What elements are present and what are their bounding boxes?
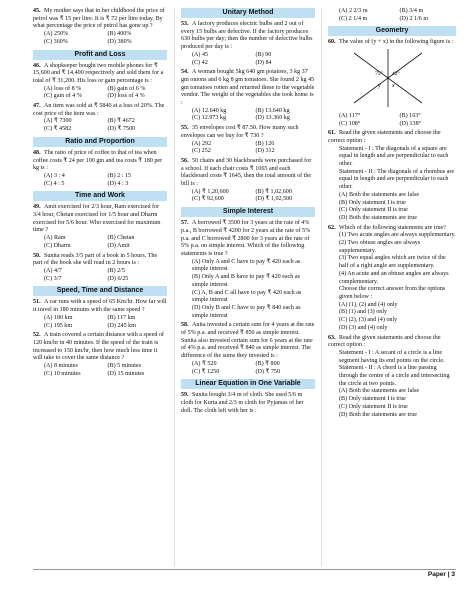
options (328, 192, 456, 223)
option: (C) 3/7 (44, 275, 62, 282)
question-49: 49. Amit exercised for 2/3 hour, Ram exercised for 3/4 hour, Chetan exercised for 1/5 hour and Dharm exercised for 5/6 hour. Who exercised for maximum time ? (A) Ram (B) Chetan (C) Dharm (D) Amit (33, 204, 167, 250)
option: (B) ₹ 4672 (107, 118, 135, 125)
intersecting-lines-diagram (348, 49, 428, 107)
question-56: 56. 50 chairs and 30 blackboards were purchased for a school. If each chair costs ₹ 1065 and each blackboard costs ₹ 1645, then the total amount of the bill is : (A) ₹ 1,20,600 (B) ₹ 1,02,600 (C) ₹ 92,600 (D) ₹ 1,02,500 (181, 158, 315, 204)
question-62: 62. Which of the following statements are true? (1) Two acute angles are always supplementary. (2) Two obtuse angles are always supplementary. (3) Two equal angles which are twice of the half of a right angle are supplementary. (4) An acute and an obtuse angles are always complementary. Choose the correct answer from the options given below : (A) (1), (2) and (4) only (B) (1) and (3) only (C) (2), (3) and (4) only (D) (3) and (4) only (328, 224, 456, 331)
option: (C) A, B and C all have to pay ₹ 420 each as simple interest (192, 289, 302, 304)
option: (B) Chetan (107, 235, 135, 242)
section-heading: Linear Equation in One Variable (181, 379, 315, 389)
angle-label-x: x (392, 83, 395, 90)
option: (C) 108° (339, 120, 361, 127)
option: (D) 312 (255, 148, 275, 155)
question-53: 53. A factory produces electric bulbs and 2 out of every 15 bulbs are defective. If the factory produces 630 bulbs per day; then the number of defective bulbs produced per day is : (A) 45 (B) 90 (C) 42 (D) 84 (181, 21, 315, 67)
question-51: 51. A car runs with a speed of 65 Km/hr. How far will it travel in 180 minutes with the same speed ? (A) 180 km (B) 117 km (C) 195 km (D) 245 km (33, 299, 167, 329)
angle-label-y: y (378, 83, 381, 90)
angle-label-a: 75° (375, 71, 383, 78)
question-54: 54. A woman bought 5kg 640 gm potatoes, 3 kg 37 gm onions and 6 kg 8 gm tomatoes. She found 2 kg 45 gm tomatoes rotten and returned these to the vegetable vendor. The weight of the vegetables she took home is : (A) 12.640 kg (B) 13.640 kg (C) 12.973 kg (D) 13.360 kg (181, 69, 315, 122)
options (33, 31, 167, 46)
option: (C) 2 1/4 m (339, 15, 368, 22)
options (33, 86, 167, 101)
option: (D) loss of 4 % (107, 93, 145, 100)
question-59-options (328, 8, 456, 23)
option: (C) 12.973 kg (192, 115, 227, 122)
option: (D) 2 1/6 m (399, 15, 429, 22)
options (33, 118, 167, 133)
option: (D) Amit (107, 242, 130, 249)
option: (C) Only statement II is true (339, 207, 408, 214)
option: (C) 42 (192, 59, 208, 66)
option: (C) ₹ 4582 (44, 126, 72, 133)
option: (A) ₹ 7300 (44, 118, 72, 125)
option: (B) 13.640 kg (255, 107, 290, 114)
option: (A) 2 2/3 m (339, 8, 368, 14)
statement: (2) Two obtuse angles are always supplementary. (339, 240, 421, 254)
options (181, 141, 315, 156)
options (328, 302, 456, 333)
option: (B) Only A and B have to pay ₹ 420 each as simple interest (192, 274, 300, 288)
statement-1: Statement - I : The diagonals of a square are equal in length and are perpendicular to each other. (339, 145, 449, 168)
option: (C) 195 km (44, 322, 73, 329)
option: (A) ₹ 520 (192, 360, 217, 367)
option: (D) 245 km (107, 322, 136, 329)
question-58: 58. Anita invested a certain sum for 4 years at the rate of 5% p.a. and received ₹ 850 as simple interest. Sunita also invested certain sum for 6 years at the rate of 4% p.a. and received ₹ 840 as simple interest. The difference of the sums they invested is : (A) ₹ 520 (B) ₹ 800 (C) ₹ 1250 (D) ₹ 750 (181, 322, 315, 375)
question-46: 46. A shopkeeper bought two mobile phones for ₹ 15,600 and ₹ 14,400 respectively and sold them for a total of ₹ 31,200. His loss or gain percentage is : (A) loss of 8 % (B) gain of 6 % (C) gain of 4 % (D) loss of 4 % (33, 63, 167, 102)
question-52: 52. A train covered a certain distance with a speed of 120 km/hr in 40 minutes. If the speed of the train is increased to 150 km/hr, then how much less time it will take to cover the same distance ? (A) 8 minutes (B) 5 minutes (C) 10 minutes (D) 15 minutes (33, 332, 167, 378)
page-footer: Paper | 3 (427, 571, 455, 578)
options-lead: Choose the correct answer from the options given below : (339, 286, 446, 300)
question-61: 61. Read the given statements and choose the correct option : Statement - I : The diagonals of a square are equal in length and are perpendicular to each other. Statement - II : The diagonals of a rhombus are equal in length and are perpendicular to each other. (A) Both the statements are false (B) Only statement I is true (C) Only statement II is true (D) Both the statements are true (328, 130, 455, 221)
section-heading: Unitary Method (181, 8, 315, 18)
column-2 (181, 8, 315, 417)
question-59: 59. Sunita bought 3/4 m of cloth. She used 5/6 m cloth for Kurta and 2/3 m cloth for Pyjamas of her doll. The cloth left with her is : (181, 392, 304, 414)
option: (A) 250% (44, 31, 69, 38)
option: (C) 252 (192, 148, 211, 155)
option: (A) 117° (339, 112, 361, 119)
statement: (1) Two acute angles are always supplementary. (339, 232, 456, 239)
option: (D) Only B and C have to pay ₹ 840 each as simple interest (192, 304, 301, 319)
option: (D) 13.360 kg (255, 115, 290, 122)
question-63: 63. Read the given statements and choose the correct option : Statement - I : A secant of a circle is a line segment having its end points on the circle. Statement - II : A chord is a line passing through the centre of a circle and intersecting the circle at two points. (A) Both the statements are false (B) Only statement I is true (C) Only statement II is true (D) Both the statements are true (328, 335, 456, 420)
statement-2: Statement - II : A chord is a line passing through the centre of a circle and intersecting the circle at two points. (339, 365, 450, 387)
option: (B) 117 km (107, 314, 136, 321)
options (181, 361, 315, 376)
column-divider (174, 8, 175, 566)
option: (D) 6/25 (107, 275, 129, 282)
option: (B) 163° (399, 112, 421, 119)
option: (C) 360% (44, 38, 68, 45)
option: (A) 292 (192, 140, 212, 147)
option: (B) 400% (107, 31, 132, 38)
option: (B) gain of 6 % (107, 85, 146, 92)
option: (B) ₹ 800 (255, 360, 280, 367)
section-heading: Profit and Loss (33, 50, 167, 60)
option: (D) 138° (399, 120, 422, 127)
option: (A) 3 : 4 (44, 172, 65, 179)
option: (D) 380% (107, 38, 132, 45)
option: (B) 2/5 (107, 267, 125, 274)
option: (D) ₹ 7500 (107, 126, 136, 133)
option: (A) 45 (192, 51, 209, 58)
option: (C) gain of 4 % (44, 93, 82, 100)
option: (A) Ram (44, 235, 66, 242)
section-heading: Geometry (328, 26, 456, 36)
option: (A) 180 km (44, 314, 73, 321)
option: (D) (3) and (4) only (339, 324, 388, 331)
option: (D) ₹ 1,02,500 (255, 196, 293, 203)
option: (A) 12.640 kg (192, 107, 227, 114)
options (328, 113, 456, 128)
option: (B) 2 : 15 (107, 172, 132, 179)
option: (B) 3/4 m (399, 8, 424, 14)
option: (A) ₹ 1,20,600 (192, 188, 229, 195)
footer-rule (33, 569, 456, 570)
question-57: 57. A borrowed ₹ 3500 for 3 years at the rate of 4% p.a., B borrowed ₹ 4200 for 2 years at the rate of 5% p.a. and C borrowed ₹ 2800 for 3 years at the rate of 5% p.a. on simple interest. Which of the following statements is true ? (A) Only A and C have to pay ₹ 420 each as simple interest (B) Only A and B have to pay ₹ 420 each as simple interest (C) A, B and C all have to pay ₹ 420 each as simple interest (D) Only B and C have to pay ₹ 840 each as simple interest (181, 220, 315, 320)
option: (B) 90 (255, 51, 272, 58)
angle-figure (328, 49, 456, 111)
option: (C) ₹ 92,600 (192, 196, 224, 203)
question-50: 50. Sunita reads 3/5 part of a book in 5 hours. The part of the book she will read in 2 hours is : (A) 4/7 (B) 2/5 (C) 3/7 (D) 6/25 (33, 253, 167, 284)
options (181, 259, 315, 321)
option: (B) ₹ 1,02,600 (255, 188, 292, 195)
option: (A) 8 minutes (44, 363, 78, 370)
options (328, 388, 456, 419)
option: (D) 84 (255, 59, 272, 66)
option: (C) Dharm (44, 242, 71, 249)
statement: (4) An acute and an obtuse angles are always complementary. (339, 270, 449, 285)
option: (B) (1) and (3) only (339, 309, 388, 316)
statement-1: Statement - I : A secant of a circle is a line segment having its end points on the circle. (339, 349, 445, 364)
option: (A) Only A and C have to pay ₹ 420 each as simple interest (192, 258, 301, 273)
options (33, 268, 167, 283)
options (33, 315, 167, 330)
option: (D) 15 minutes (107, 370, 145, 377)
question-60: 60. The value of (y + x) in the following figure is : 75° 42° y x (A) 117° (B) 163° (C) 108° (D) 138° (328, 39, 456, 128)
statement-2: Statement - II : The diagonals of a rhombus are equal in length and are perpendicular to each other. (339, 168, 455, 191)
option: (A) (1), (2) and (4) only (339, 301, 398, 308)
question-45: 45. My mother says that in her childhood the price of petrol was ₹ 15 per litre. It is ₹ 72 per litre today. By what percentage the price of petrol has gone up ? (A) 250% (B) 400% (C) 360% (D) 380% (33, 8, 167, 47)
column-3 (328, 8, 456, 421)
option: (A) 4/7 (44, 267, 62, 274)
option: (D) Both the statements are true (339, 214, 418, 221)
option: (B) 126 (255, 140, 275, 147)
option: (A) Both the statements are false (339, 388, 420, 395)
option: (D) Both the statements are true (339, 411, 418, 418)
options (181, 108, 315, 123)
option: (A) Both the statements are false (339, 191, 420, 198)
section-heading: Ratio and Proportion (33, 137, 167, 147)
option: (B) Only statement I is true (339, 396, 406, 403)
column-divider (321, 8, 322, 566)
option: (C) 4 : 5 (44, 180, 65, 187)
statement: (3) Two equal angles which are twice of the half of a right angle are supplementary. (339, 255, 446, 270)
options (33, 173, 167, 188)
section-heading: Speed, Time and Distance (33, 286, 167, 296)
column-1 (33, 8, 167, 380)
options (33, 363, 167, 378)
option: (A) loss of 8 % (44, 85, 82, 92)
options (181, 189, 315, 204)
option: (C) Only statement II is true (339, 403, 408, 410)
option: (D) ₹ 750 (255, 368, 281, 375)
option: (D) 4 : 3 (107, 180, 129, 187)
angle-label-b: 42° (392, 71, 400, 78)
question-48: 48. The ratio of price of coffee to that of tea when coffee costs ₹ 24 per 100 gm and tea costs ₹ 180 per kg is : (A) 3 : 4 (B) 2 : 15 (C) 4 : 5 (D) 4 : 3 (33, 150, 167, 189)
options (181, 52, 315, 67)
option: (B) Only statement I is true (339, 199, 406, 206)
section-heading: Time and Work (33, 191, 167, 201)
question-47: 47. An item was sold at ₹ 5840 at a loss of 20%. The cost price of the item was : (A) ₹ 7300 (B) ₹ 4672 (C) ₹ 4582 (D) ₹ 7500 (33, 103, 167, 134)
question-55: 55. 35 envelopes cost ₹ 87.50. How many such envelopes can we buy for ₹ 730 ? (A) 292 (B) 126 (C) 252 (D) 312 (181, 125, 315, 156)
option: (C) 10 minutes (44, 370, 81, 377)
option: (C) (2), (3) and (4) only (339, 317, 398, 324)
section-heading: Simple Interest (181, 207, 315, 217)
option: (B) 5 minutes (107, 363, 142, 370)
options (33, 235, 167, 250)
option: (C) ₹ 1250 (192, 368, 220, 375)
